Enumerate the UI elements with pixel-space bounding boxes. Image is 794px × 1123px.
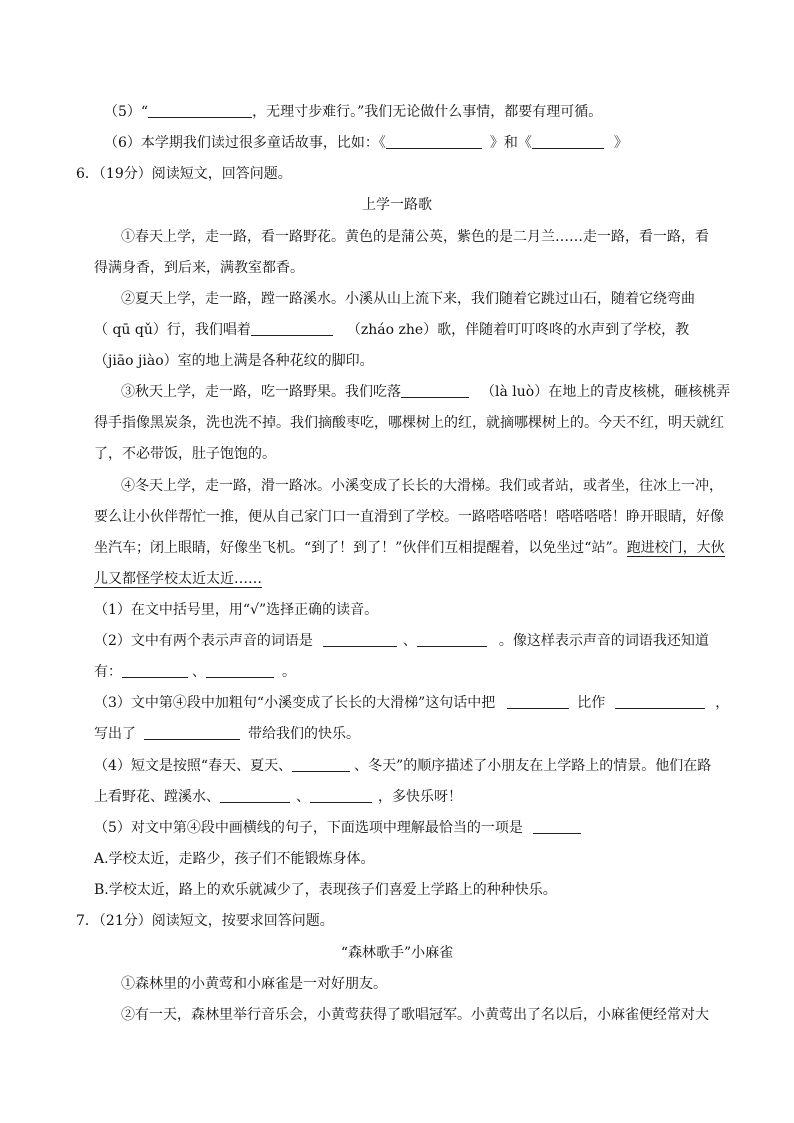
paragraph-3-line-3: 了，不必带饭，肚子饱饱的。	[94, 446, 276, 462]
text: 》	[613, 135, 628, 151]
text: ，无理寸步难行。”我们无论做什么事情，都要有理可循。	[252, 104, 603, 120]
sub-question-5	[94, 818, 581, 838]
text: （5）“	[104, 104, 149, 120]
paragraph-4-line-2: 要么让小伙伴帮忙一推，便从自己家门口一直滑到了学校。一路嗒嗒嗒嗒！嗒嗒嗒嗒！睁开眼睛，好像	[94, 509, 724, 525]
paragraph-3-line-1	[121, 382, 730, 402]
text: （zháo zhe）歌，伴随着叮叮咚咚的水声到了学校，教	[346, 322, 690, 338]
answer-blank[interactable]	[144, 725, 240, 740]
text: 坐汽车；闭上眼睛，好像坐飞机。“到了！到了！”伙伴们互相提醒着，以免坐过“站”。	[94, 540, 627, 556]
paragraph-3-line-2: 得手指像黑炭条，洗也洗不掉。我们摘酸枣吃，哪棵树上的红，就摘哪棵树上的。今天不红，明天就红	[94, 415, 724, 431]
paragraph-1-line-1: ①春天上学，走一路，看一路野花。黄色的是蒲公英，紫色的是二月兰……走一路，看一路，看	[121, 229, 709, 245]
text: 、	[402, 633, 417, 649]
text: （5）对文中第④段中画横线的句子，下面选项中理解最恰当的一项是	[94, 820, 523, 836]
underlined-sentence: 跑进校门，大伙	[626, 540, 725, 556]
passage-title-1: 上学一路歌	[362, 197, 432, 213]
underlined-sentence: 儿又都怪学校太近太近……	[94, 571, 262, 587]
answer-blank[interactable]	[532, 134, 604, 149]
option-b: B.学校太近，路上的欢乐就减少了，表现孩子们喜爱上学路上的种种快乐。	[94, 882, 557, 898]
option-a: A.学校太近，走路少，孩子们不能锻炼身体。	[94, 851, 375, 867]
sub-question-1: （1）在文中括号里，用“√”选择正确的读音。	[94, 602, 379, 618]
answer-blank[interactable]	[148, 103, 252, 118]
sub-question-3-line-2	[94, 724, 360, 744]
sub-question-2-line-1	[94, 631, 709, 651]
question-7-paragraph-1: ①森林里的小黄莺和小麻雀是一对好朋友。	[121, 976, 387, 992]
text: （6）本学期我们读过很多童话故事，比如：《	[104, 135, 386, 151]
passage-title-2: “森林歌手”小麻雀	[340, 945, 454, 961]
text: （là luò）在地上的青皮核桃，砸核桃弄	[481, 384, 731, 400]
question-5-item-6	[104, 133, 628, 153]
text: 、	[192, 664, 206, 680]
sub-question-2-line-2	[94, 662, 296, 682]
answer-blank[interactable]	[533, 819, 581, 834]
paragraph-4-line-4	[94, 569, 262, 589]
paragraph-2-line-1: ②夏天上学，走一路，蹚一路溪水。小溪从山上流下来，我们随着它跳过山石，随着它绕弯曲	[121, 291, 695, 307]
paragraph-2-line-2	[94, 320, 689, 340]
answer-blank[interactable]	[417, 632, 487, 647]
answer-blank[interactable]	[401, 383, 469, 398]
text: 比作	[577, 695, 606, 711]
text: （ qū qǔ）行，我们唱着	[94, 322, 251, 338]
text: ，	[715, 695, 730, 711]
answer-blank[interactable]	[507, 694, 569, 709]
answer-blank[interactable]	[206, 663, 274, 678]
answer-blank[interactable]	[615, 694, 705, 709]
sub-question-4-line-1	[94, 756, 711, 776]
paragraph-4-line-3	[94, 538, 725, 558]
text: 》和《	[489, 135, 532, 151]
text: 写出了	[94, 726, 136, 742]
answer-blank[interactable]	[310, 788, 372, 803]
question-6-heading: 6．（19分）阅读短文，回答问题。	[76, 166, 292, 182]
paragraph-1-line-2: 得满身香，到后来，满教室都香。	[94, 260, 304, 276]
answer-blank[interactable]	[323, 632, 397, 647]
text: 、冬天”的顺序描述了小朋友在上学路上的情景。他们在路	[354, 758, 712, 774]
text: （4）短文是按照“春天、夏天、	[94, 758, 293, 774]
paragraph-2-line-3: （jiāo jiào）室的地上满是各种花纹的脚印。	[94, 353, 374, 369]
text: （2）文中有两个表示声音的词语是	[94, 633, 313, 649]
question-7-paragraph-2: ②有一天，森林里举行音乐会，小黄莺获得了歌唱冠军。小黄莺出了名以后，小麻雀便经常对大	[121, 1007, 709, 1023]
answer-blank[interactable]	[122, 663, 188, 678]
text: 。	[282, 664, 296, 680]
text: 上看野花、蹚溪水、	[94, 789, 220, 805]
text: 带给我们的快乐。	[248, 726, 360, 742]
paragraph-4-line-1: ④冬天上学，走一路，滑一路冰。小溪变成了长长的大滑梯。我们或者站，或者坐，往冰上一冲，	[121, 478, 723, 494]
text: 。像这样表示声音的词语我还知道	[498, 633, 709, 649]
text: 、	[296, 789, 310, 805]
sub-question-3-line-1	[94, 693, 729, 713]
question-7-heading: 7．（21分）阅读短文，按要求回答问题。	[76, 913, 334, 929]
answer-blank[interactable]	[292, 757, 350, 772]
text: （3）文中第④段中加粗句“小溪变成了长长的大滑梯”这句话中把	[94, 695, 496, 711]
question-5-item-5	[104, 102, 602, 122]
answer-blank[interactable]	[251, 321, 333, 336]
text: ，多快乐呀！	[378, 789, 462, 805]
sub-question-4-line-2	[94, 787, 462, 807]
answer-blank[interactable]	[220, 788, 290, 803]
answer-blank[interactable]	[386, 134, 482, 149]
text: ③秋天上学，走一路，吃一路野果。我们吃落	[121, 384, 401, 400]
text: 有：	[94, 664, 122, 680]
